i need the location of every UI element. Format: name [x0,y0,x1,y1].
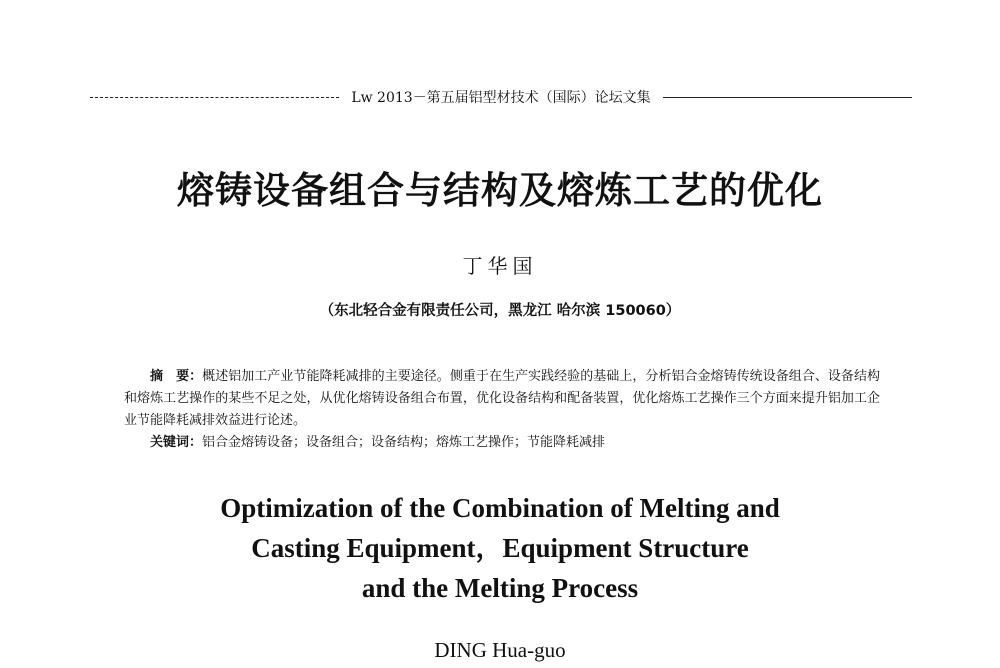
running-title: Lw 2013－第五届铝型材技术（国际）论坛文集 [351,90,651,106]
title-en-line-1: Optimization of the Combination of Melting and [220,493,780,523]
keywords-label: 关键词： [150,435,203,450]
keywords-line [124,432,880,454]
abstract-label: 摘 要： [150,369,203,384]
author-name-cn: 丁华国 [462,254,538,278]
paper-title-en [0,488,1000,608]
author-name-en: DING Hua-guo [434,638,566,662]
abstract-section [124,366,880,454]
abstract-paragraph [124,366,880,432]
keywords-text: 铝合金熔铸设备；设备组合；设备结构；熔炼工艺操作；节能降耗减排 [202,435,606,450]
abstract-text: 概述铝加工产业节能降耗减排的主要途径。侧重于在生产实践经验的基础上，分析铝合金熔铸传统设备组合、设备结构和熔炼工艺操作的某些不足之处，从优化熔铸设备组合布置，优化设备结构和配备装置，优化熔炼工艺操作三个方面来提升铝加工企业节能降耗减排效益进行论述。 [124,369,880,428]
author-affiliation-cn: （东北轻合金有限责任公司，黑龙江 哈尔滨 150060） [319,303,681,319]
header-rule-left [90,97,339,98]
running-header [90,86,912,108]
title-en-line-2: Casting Equipment，Equipment Structure [251,533,749,563]
title-en-line-3: and the Melting Process [361,573,639,603]
header-rule-right [663,97,912,98]
paper-title-cn: 熔铸设备组合与结构及熔炼工艺的优化 [177,168,823,212]
